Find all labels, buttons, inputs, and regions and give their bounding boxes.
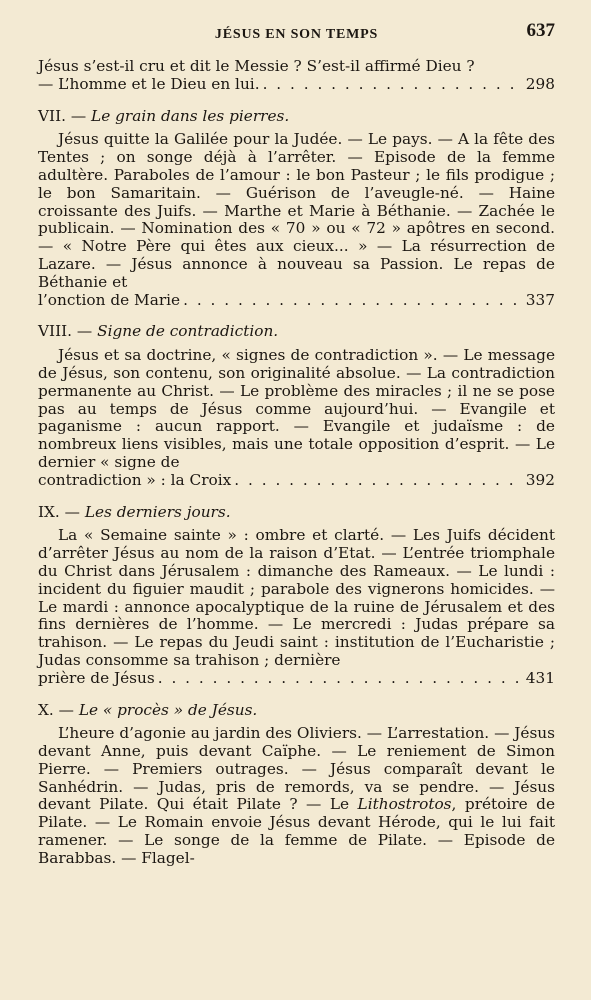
chapter-heading: VIII. — Signe de contradiction.: [38, 322, 279, 341]
chapter-page-ref: 431: [525, 668, 555, 687]
page-header: [38, 0, 555, 58]
chapter-last-line-text: l’onction de Marie: [38, 290, 181, 309]
toc-chapter-ix: [38, 504, 555, 688]
chapter-numeral: IX.: [38, 502, 60, 521]
dot-leader: [183, 292, 519, 310]
chapter-title: Le grain dans les pierres.: [91, 106, 290, 125]
toc-intro-entry: [38, 58, 555, 94]
chapter-summary-text: La « Semaine sainte » : ombre et clarté. — Les Juifs décident d’arrêter Jésus au nom de la raison d’Etat. — L’entrée triomphale du Christ dans Jérusalem : dimanche des Rameaux. — Le lundi : incident du figuier maudit ; parabole des vignerons homicides. — Le mardi : annonce apocalyptique de la ruine de Jérusalem et des fins dernières de l’homme. — Le mercredi : Judas prépare sa trahison. — Le repas du Jeudi saint : institution de l’Eucharistie ; Judas consomme sa trahison ; dernière: [38, 526, 555, 669]
chapter-summary: [38, 527, 555, 687]
dot-leader: [234, 472, 519, 490]
chapter-numeral: VII.: [38, 106, 66, 125]
intro-last-line: [38, 76, 555, 94]
chapter-last-line: [38, 472, 555, 490]
chapter-numeral: VIII.: [38, 322, 73, 341]
page-number: 637: [526, 20, 555, 41]
dot-leader: [263, 76, 519, 94]
chapter-summary: [38, 347, 555, 489]
dot-leader: [158, 670, 519, 688]
chapter-title: Les derniers jours.: [84, 502, 231, 521]
chapter-last-line-text: contradiction » : la Croix: [38, 470, 232, 489]
chapter-summary-text: L’heure d’agonie au jardin des Oliviers. — L’arrestation. — Jésus devant Anne, puis devant Caïphe. — Le reniement de Simon Pierre. — Premiers outrages. — Jésus comparaît devant le Sanhédrin. — Judas, pris de remords, va se pendre. — Jésus devant Pilate. Qui était Pilate ? — Le Lithostrotos, prétoire de Pilate. — Le Romain envoie Jésus devant Hérode, qui le lui fait ramener. — Le songe de la femme de Pilate. — Episode de Barabbas. — Flagel-: [38, 724, 556, 867]
chapter-heading: X. — Le « procès » de Jésus.: [38, 700, 258, 719]
chapter-summary: [38, 725, 555, 867]
intro-last-line-text: — L’homme et le Dieu en lui.: [38, 74, 260, 93]
chapter-last-line-text: prière de Jésus: [38, 668, 155, 687]
toc-chapter-x: [38, 702, 555, 868]
chapter-heading: VII. — Le grain dans les pierres.: [38, 106, 290, 125]
chapter-title: Le « procès » de Jésus.: [78, 700, 258, 719]
chapter-summary-text: Jésus quitte la Galilée pour la Judée. — Le pays. — A la fête des Tentes ; on songe déjà à l’arrêter. — Episode de la femme adultère. Paraboles de l’amour : le bon Pasteur ; le fils prodigue ; le bon Samaritain. — Guérison de l’aveugle-né. — Haine croissante des Juifs. — Marthe et Marie à Béthanie. — Zachée le publicain. — Nomination des « 70 » ou « 72 » apôtres en second. — « Notre Père qui êtes aux cieux... » — La résurrection de Lazare. — Jésus annonce à nouveau sa Passion. Le repas de Béthanie et: [38, 130, 555, 291]
toc-chapter-viii: [38, 323, 555, 489]
chapter-last-line: [38, 670, 555, 688]
chapter-summary: [38, 131, 555, 309]
chapter-numeral: X.: [38, 700, 54, 719]
intro-page-ref: 298: [525, 74, 555, 93]
intro-text: Jésus s’est-il cru et dit le Messie ? S’est-il affirmé Dieu ?: [38, 57, 475, 75]
chapter-last-line: [38, 292, 555, 310]
toc-chapter-vii: [38, 108, 555, 310]
running-title: JÉSUS EN SON TEMPS: [214, 27, 379, 42]
chapter-title: Signe de contradiction.: [97, 322, 279, 341]
chapter-page-ref: 392: [525, 470, 555, 489]
chapter-heading: IX. — Les derniers jours.: [38, 502, 231, 521]
chapter-summary-text: Jésus et sa doctrine, « signes de contradiction ». — Le message de Jésus, son contenu, son originalité absolue. — La contradiction permanente au Christ. — Le problème des miracles ; il ne se pose pas au temps de Jésus comme aujourd’hui. — Evangile et paganisme : aucun rapport. — Evangile et judaïsme : de nombreux liens visibles, mais une totale opposition d’esprit. — Le dernier « signe de: [38, 346, 555, 471]
chapter-page-ref: 337: [525, 290, 555, 309]
